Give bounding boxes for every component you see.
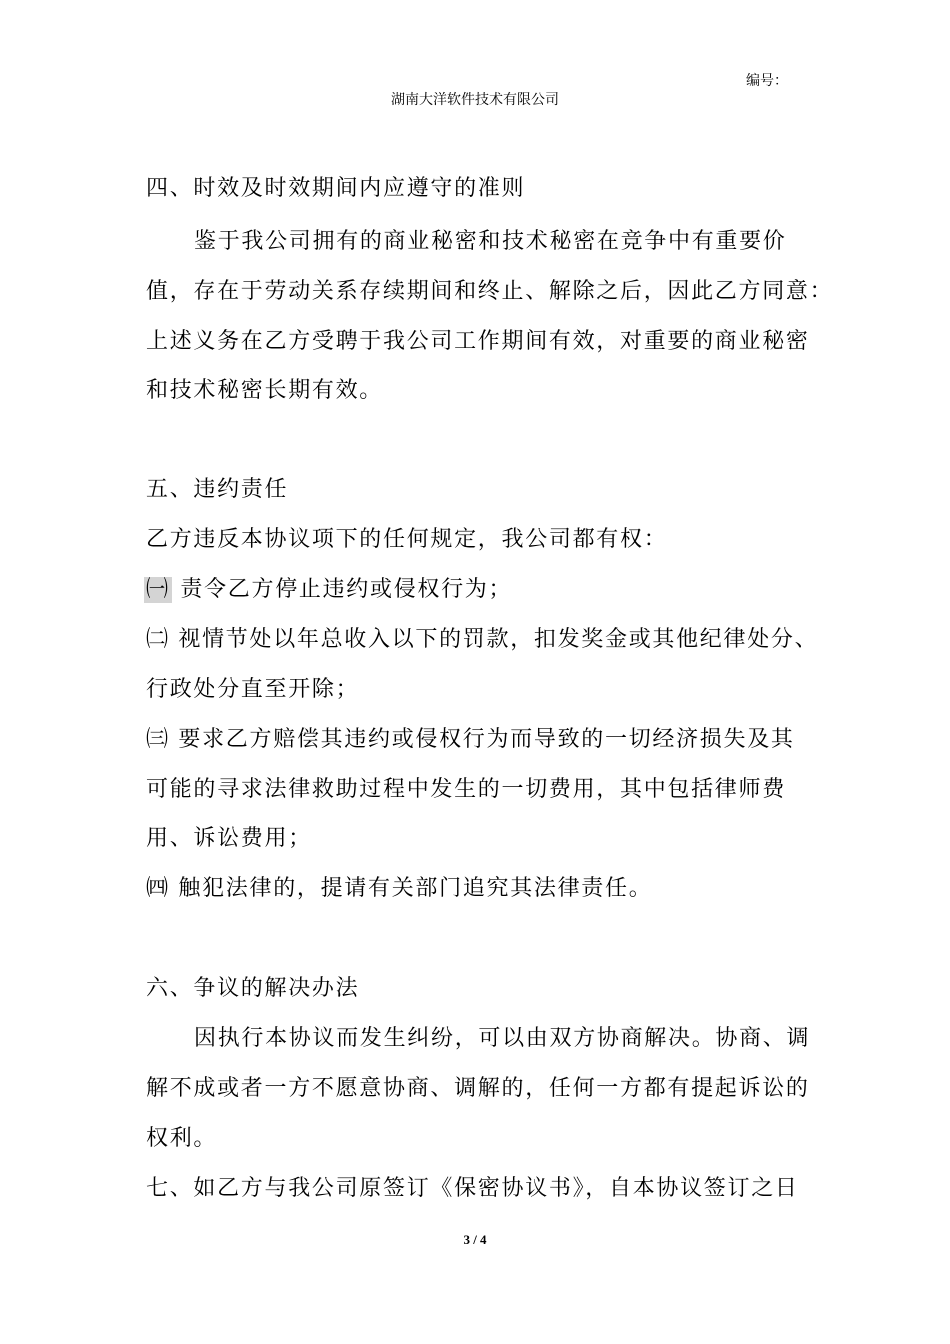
list-marker: ㈢: [146, 727, 170, 752]
list-item-text: 视情节处以年总收入以下的罚款，扣发奖金或其他纪律处分、: [178, 627, 819, 652]
list-marker: ㈡: [146, 627, 170, 652]
list-item-text: 责令乙方停止违约或侵权行为；: [180, 577, 513, 602]
list-item: [146, 727, 795, 753]
list-item-continuation: 可能的寻求法律救助过程中发生的一切费用，其中包括律师费: [146, 777, 786, 802]
section-6-line-2: 解不成或者一方不愿意协商、调解的，任何一方都有提起诉讼的: [146, 1076, 810, 1101]
section-7-line-1: 七、如乙方与我公司原签订《保密协议书》，自本协议签订之日: [146, 1176, 799, 1201]
section-6-line-3: 权利。: [146, 1126, 218, 1151]
section-4-line-2: 值，存在于劳动关系存续期间和终止、解除之后，因此乙方同意：: [146, 279, 834, 304]
list-item: [146, 876, 652, 902]
section-5-intro: 乙方违反本协议项下的任何规定，我公司都有权：: [146, 527, 668, 552]
list-item: [146, 627, 818, 653]
list-item-continuation: 行政处分直至开除；: [146, 677, 360, 702]
section-4-title: 四、时效及时效期间内应遵守的准则: [146, 176, 526, 201]
company-header: 湖南大洋软件技术有限公司: [391, 92, 559, 108]
list-item-continuation: 用、诉讼费用；: [146, 826, 312, 851]
section-6-line-1: 因执行本协议而发生纠纷，可以由双方协商解决。协商、调: [194, 1026, 811, 1051]
section-4-line-1: 鉴于我公司拥有的商业秘密和技术秘密在竞争中有重要价: [194, 229, 787, 254]
list-marker: ㈠: [146, 577, 170, 602]
list-item-text: 要求乙方赔偿其违约或侵权行为而导致的一切经济损失及其: [178, 727, 795, 752]
list-marker: ㈣: [146, 876, 170, 901]
section-5-title: 五、违约责任: [146, 477, 289, 502]
list-item: [146, 577, 512, 603]
section-6-title: 六、争议的解决办法: [146, 976, 360, 1001]
list-item-text: 触犯法律的，提请有关部门追究其法律责任。: [178, 876, 653, 901]
section-4-line-3: 上述义务在乙方受聘于我公司工作期间有效，对重要的商业秘密: [146, 329, 810, 354]
document-number-label: 编号：: [746, 73, 788, 89]
page-number: 3 / 4: [463, 1232, 487, 1247]
section-4-line-4: 和技术秘密长期有效。: [146, 378, 384, 403]
